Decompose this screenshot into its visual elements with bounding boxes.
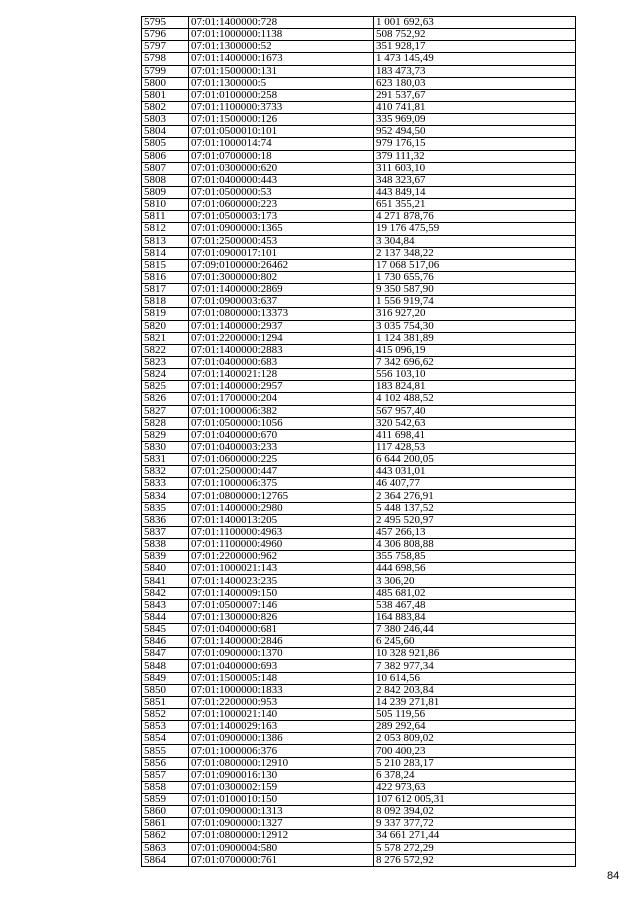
row-number-cell: 5808: [142, 174, 189, 186]
row-number-cell: 5827: [142, 405, 189, 417]
cadastral-number-cell: 07:01:1400000:2980: [189, 502, 374, 514]
row-number-cell: 5836: [142, 514, 189, 526]
row-number-cell: 5860: [142, 806, 189, 818]
table-row: [142, 539, 576, 551]
cadastral-number-cell: 07:01:0500003:173: [189, 211, 374, 223]
value-cell: 289 292,64: [374, 721, 576, 733]
value-cell: 1 124 381,89: [374, 332, 576, 344]
table-row: [142, 684, 576, 696]
table-row: [142, 733, 576, 745]
cadastral-number-cell: 07:01:0900016:130: [189, 769, 374, 781]
cadastral-number-cell: 07:01:1000021:143: [189, 563, 374, 575]
cadastral-number-cell: 07:01:1300000:826: [189, 611, 374, 623]
cadastral-number-cell: 07:01:0800000:12910: [189, 757, 374, 769]
row-number-cell: 5834: [142, 490, 189, 502]
table-row: [142, 17, 576, 29]
value-cell: 351 928,17: [374, 41, 576, 53]
table-row: [142, 709, 576, 721]
table-row: [142, 514, 576, 526]
cadastral-number-cell: 07:01:0900017:101: [189, 247, 374, 259]
value-cell: 415 096,19: [374, 344, 576, 356]
row-number-cell: 5846: [142, 636, 189, 648]
cadastral-number-cell: 07:01:1400023:235: [189, 575, 374, 587]
cadastral-number-cell: 07:01:0500007:146: [189, 599, 374, 611]
row-number-cell: 5829: [142, 429, 189, 441]
table-row: [142, 769, 576, 781]
cadastral-number-cell: 07:01:1100000:4963: [189, 526, 374, 538]
value-cell: 10 328 921,86: [374, 648, 576, 660]
row-number-cell: 5832: [142, 466, 189, 478]
value-cell: 4 271 878,76: [374, 211, 576, 223]
value-cell: 556 103,10: [374, 369, 576, 381]
table-row: [142, 308, 576, 320]
cadastral-number-cell: 07:01:0400000:443: [189, 174, 374, 186]
table-row: [142, 186, 576, 198]
row-number-cell: 5795: [142, 17, 189, 29]
value-cell: 9 337 377,72: [374, 818, 576, 830]
table-row: [142, 77, 576, 89]
table-row: [142, 478, 576, 490]
row-number-cell: 5845: [142, 624, 189, 636]
value-cell: 183 473,73: [374, 65, 576, 77]
cadastral-number-cell: 07:01:0400000:670: [189, 429, 374, 441]
value-cell: 46 407,77: [374, 478, 576, 490]
value-cell: 443 849,14: [374, 186, 576, 198]
row-number-cell: 5820: [142, 320, 189, 332]
value-cell: 2 053 809,02: [374, 733, 576, 745]
table-row: [142, 126, 576, 138]
table-row: [142, 41, 576, 53]
cadastral-number-cell: 07:01:0400000:693: [189, 660, 374, 672]
value-cell: 411 698,41: [374, 429, 576, 441]
table-row: [142, 648, 576, 660]
table-row: [142, 806, 576, 818]
cadastral-number-cell: 07:01:0500000:1056: [189, 417, 374, 429]
value-cell: 410 741,81: [374, 101, 576, 113]
table-row: [142, 174, 576, 186]
row-number-cell: 5824: [142, 369, 189, 381]
table-row: [142, 830, 576, 842]
table-row: [142, 393, 576, 405]
row-number-cell: 5854: [142, 733, 189, 745]
value-cell: 320 542,63: [374, 417, 576, 429]
row-number-cell: 5833: [142, 478, 189, 490]
value-cell: 164 883,84: [374, 611, 576, 623]
cadastral-number-cell: 07:01:0600000:223: [189, 199, 374, 211]
cadastral-number-cell: 07:01:1500000:131: [189, 65, 374, 77]
row-number-cell: 5799: [142, 65, 189, 77]
row-number-cell: 5848: [142, 660, 189, 672]
table-row: [142, 211, 576, 223]
value-cell: 2 842 203,84: [374, 684, 576, 696]
value-cell: 355 758,85: [374, 551, 576, 563]
row-number-cell: 5801: [142, 89, 189, 101]
cadastral-number-cell: 07:01:0500000:53: [189, 186, 374, 198]
cadastral-number-cell: 07:01:1000021:140: [189, 709, 374, 721]
cadastral-number-cell: 07:01:0300002:159: [189, 781, 374, 793]
value-cell: 8 092 394,02: [374, 806, 576, 818]
table-row: [142, 526, 576, 538]
cadastral-number-cell: 07:01:2500000:453: [189, 235, 374, 247]
row-number-cell: 5858: [142, 781, 189, 793]
value-cell: 34 661 271,44: [374, 830, 576, 842]
table-row: [142, 344, 576, 356]
row-number-cell: 5828: [142, 417, 189, 429]
cadastral-number-cell: 07:01:1700000:204: [189, 393, 374, 405]
value-cell: 17 068 517,06: [374, 259, 576, 271]
row-number-cell: 5806: [142, 150, 189, 162]
cadastral-number-cell: 07:01:0900003:637: [189, 296, 374, 308]
cadastral-number-cell: 07:01:0400000:681: [189, 624, 374, 636]
cadastral-number-cell: 07:01:0900000:1313: [189, 806, 374, 818]
row-number-cell: 5837: [142, 526, 189, 538]
cadastral-number-cell: 07:01:1400000:2846: [189, 636, 374, 648]
table-row: [142, 624, 576, 636]
cadastral-number-cell: 07:01:1400021:128: [189, 369, 374, 381]
cadastral-value-table: [141, 16, 576, 867]
cadastral-number-cell: 07:01:1100000:3733: [189, 101, 374, 113]
value-cell: 1 556 919,74: [374, 296, 576, 308]
cadastral-number-cell: 07:01:2200000:953: [189, 696, 374, 708]
row-number-cell: 5856: [142, 757, 189, 769]
row-number-cell: 5803: [142, 114, 189, 126]
row-number-cell: 5814: [142, 247, 189, 259]
table-row: [142, 381, 576, 393]
row-number-cell: 5798: [142, 53, 189, 65]
row-number-cell: 5853: [142, 721, 189, 733]
row-number-cell: 5852: [142, 709, 189, 721]
cadastral-number-cell: 07:01:1500005:148: [189, 672, 374, 684]
cadastral-number-cell: 07:01:0900000:1370: [189, 648, 374, 660]
row-number-cell: 5817: [142, 284, 189, 296]
value-cell: 19 176 475,59: [374, 223, 576, 235]
table-row: [142, 332, 576, 344]
row-number-cell: 5822: [142, 344, 189, 356]
cadastral-number-cell: 07:01:1000000:1138: [189, 29, 374, 41]
cadastral-number-cell: 07:01:1400000:2869: [189, 284, 374, 296]
row-number-cell: 5805: [142, 138, 189, 150]
value-cell: 979 176,15: [374, 138, 576, 150]
table-row: [142, 429, 576, 441]
table-row: [142, 441, 576, 453]
value-cell: 348 323,67: [374, 174, 576, 186]
table-row: [142, 757, 576, 769]
row-number-cell: 5812: [142, 223, 189, 235]
row-number-cell: 5830: [142, 441, 189, 453]
table-row: [142, 138, 576, 150]
cadastral-number-cell: 07:01:0900000:1365: [189, 223, 374, 235]
value-cell: 316 927,20: [374, 308, 576, 320]
table-row: [142, 660, 576, 672]
value-cell: 311 603,10: [374, 162, 576, 174]
value-cell: 700 400,23: [374, 745, 576, 757]
value-cell: 5 210 283,17: [374, 757, 576, 769]
table-row: [142, 284, 576, 296]
cadastral-number-cell: 07:01:1500000:126: [189, 114, 374, 126]
value-cell: 3 306,20: [374, 575, 576, 587]
cadastral-number-cell: 07:01:0900000:1327: [189, 818, 374, 830]
value-cell: 3 304,84: [374, 235, 576, 247]
value-cell: 117 428,53: [374, 441, 576, 453]
cadastral-number-cell: 07:01:2200000:962: [189, 551, 374, 563]
table-row: [142, 247, 576, 259]
table-row: [142, 65, 576, 77]
row-number-cell: 5847: [142, 648, 189, 660]
row-number-cell: 5839: [142, 551, 189, 563]
value-cell: 952 494,50: [374, 126, 576, 138]
cadastral-number-cell: 07:01:0600000:225: [189, 454, 374, 466]
cadastral-number-cell: 07:01:1000006:382: [189, 405, 374, 417]
table-row: [142, 854, 576, 866]
cadastral-number-cell: 07:01:0100000:258: [189, 89, 374, 101]
value-cell: 4 102 488,52: [374, 393, 576, 405]
row-number-cell: 5840: [142, 563, 189, 575]
row-number-cell: 5862: [142, 830, 189, 842]
table-row: [142, 405, 576, 417]
value-cell: 335 969,09: [374, 114, 576, 126]
row-number-cell: 5825: [142, 381, 189, 393]
table-row: [142, 551, 576, 563]
cadastral-number-cell: 07:01:1400000:2957: [189, 381, 374, 393]
row-number-cell: 5813: [142, 235, 189, 247]
row-number-cell: 5818: [142, 296, 189, 308]
row-number-cell: 5850: [142, 684, 189, 696]
table-row: [142, 745, 576, 757]
value-cell: 183 824,81: [374, 381, 576, 393]
cadastral-number-cell: 07:01:0800000:12765: [189, 490, 374, 502]
row-number-cell: 5807: [142, 162, 189, 174]
row-number-cell: 5810: [142, 199, 189, 211]
row-number-cell: 5802: [142, 101, 189, 113]
row-number-cell: 5831: [142, 454, 189, 466]
value-cell: 443 031,01: [374, 466, 576, 478]
cadastral-number-cell: 07:01:1000014:74: [189, 138, 374, 150]
value-cell: 505 119,56: [374, 709, 576, 721]
value-cell: 9 350 587,90: [374, 284, 576, 296]
cadastral-number-cell: 07:01:0400003:233: [189, 441, 374, 453]
value-cell: 1 730 655,76: [374, 271, 576, 283]
row-number-cell: 5821: [142, 332, 189, 344]
table-row: [142, 417, 576, 429]
table-row: [142, 842, 576, 854]
value-cell: 107 612 005,31: [374, 794, 576, 806]
row-number-cell: 5796: [142, 29, 189, 41]
table-row: [142, 587, 576, 599]
value-cell: 457 266,13: [374, 526, 576, 538]
table-row: [142, 611, 576, 623]
row-number-cell: 5863: [142, 842, 189, 854]
cadastral-number-cell: 07:01:0700000:18: [189, 150, 374, 162]
cadastral-number-cell: 07:01:1400000:1673: [189, 53, 374, 65]
table-row: [142, 29, 576, 41]
row-number-cell: 5855: [142, 745, 189, 757]
value-cell: 444 698,56: [374, 563, 576, 575]
value-cell: 7 382 977,34: [374, 660, 576, 672]
cadastral-number-cell: 07:01:0800000:12912: [189, 830, 374, 842]
cadastral-number-cell: 07:01:1300000:52: [189, 41, 374, 53]
table-body: [142, 17, 576, 867]
value-cell: 623 180,03: [374, 77, 576, 89]
table-row: [142, 223, 576, 235]
cadastral-number-cell: 07:01:0400000:683: [189, 356, 374, 368]
cadastral-number-cell: 07:01:1400013:205: [189, 514, 374, 526]
cadastral-number-cell: 07:01:0700000:761: [189, 854, 374, 866]
row-number-cell: 5819: [142, 308, 189, 320]
cadastral-number-cell: 07:01:1000000:1833: [189, 684, 374, 696]
cadastral-number-cell: 07:01:0500010:101: [189, 126, 374, 138]
row-number-cell: 5851: [142, 696, 189, 708]
row-number-cell: 5835: [142, 502, 189, 514]
table-row: [142, 636, 576, 648]
cadastral-number-cell: 07:01:1100000:4960: [189, 539, 374, 551]
value-cell: 2 495 520,97: [374, 514, 576, 526]
value-cell: 651 355,21: [374, 199, 576, 211]
table-row: [142, 320, 576, 332]
table-row: [142, 89, 576, 101]
value-cell: 1 001 692,63: [374, 17, 576, 29]
row-number-cell: 5861: [142, 818, 189, 830]
table-row: [142, 818, 576, 830]
row-number-cell: 5811: [142, 211, 189, 223]
row-number-cell: 5809: [142, 186, 189, 198]
cadastral-number-cell: 07:01:2200000:1294: [189, 332, 374, 344]
cadastral-number-cell: 07:01:0900000:1386: [189, 733, 374, 745]
value-cell: 538 467,48: [374, 599, 576, 611]
table-row: [142, 721, 576, 733]
cadastral-number-cell: 07:01:0800000:13373: [189, 308, 374, 320]
table-row: [142, 271, 576, 283]
value-cell: 2 137 348,22: [374, 247, 576, 259]
cadastral-number-cell: 07:01:1400000:2883: [189, 344, 374, 356]
row-number-cell: 5864: [142, 854, 189, 866]
table-row: [142, 235, 576, 247]
row-number-cell: 5826: [142, 393, 189, 405]
row-number-cell: 5844: [142, 611, 189, 623]
table-row: [142, 502, 576, 514]
value-cell: 14 239 271,81: [374, 696, 576, 708]
cadastral-number-cell: 07:01:1400000:2937: [189, 320, 374, 332]
table-row: [142, 696, 576, 708]
row-number-cell: 5857: [142, 769, 189, 781]
value-cell: 567 957,40: [374, 405, 576, 417]
row-number-cell: 5804: [142, 126, 189, 138]
table-row: [142, 599, 576, 611]
row-number-cell: 5859: [142, 794, 189, 806]
cadastral-number-cell: 07:01:0100010:150: [189, 794, 374, 806]
table-row: [142, 466, 576, 478]
table-row: [142, 199, 576, 211]
value-cell: 6 245,60: [374, 636, 576, 648]
value-cell: 7 342 696,62: [374, 356, 576, 368]
table-row: [142, 162, 576, 174]
value-cell: 7 380 246,44: [374, 624, 576, 636]
row-number-cell: 5816: [142, 271, 189, 283]
row-number-cell: 5800: [142, 77, 189, 89]
value-cell: 291 537,67: [374, 89, 576, 101]
row-number-cell: 5842: [142, 587, 189, 599]
cadastral-number-cell: 07:01:3000000:802: [189, 271, 374, 283]
table-row: [142, 454, 576, 466]
table-row: [142, 114, 576, 126]
row-number-cell: 5841: [142, 575, 189, 587]
cadastral-number-cell: 07:01:0900004:580: [189, 842, 374, 854]
value-cell: 508 752,92: [374, 29, 576, 41]
page-number: 84: [607, 870, 620, 882]
value-cell: 5 448 137,52: [374, 502, 576, 514]
row-number-cell: 5815: [142, 259, 189, 271]
cadastral-number-cell: 07:09:0100000:26462: [189, 259, 374, 271]
cadastral-number-cell: 07:01:0300000:620: [189, 162, 374, 174]
value-cell: 485 681,02: [374, 587, 576, 599]
value-cell: 4 306 808,88: [374, 539, 576, 551]
table-row: [142, 259, 576, 271]
cadastral-number-cell: 07:01:1000006:375: [189, 478, 374, 490]
cadastral-number-cell: 07:01:1000006:376: [189, 745, 374, 757]
table-row: [142, 296, 576, 308]
table-row: [142, 672, 576, 684]
cadastral-number-cell: 07:01:1400009:150: [189, 587, 374, 599]
cadastral-number-cell: 07:01:1400000:728: [189, 17, 374, 29]
value-cell: 422 973,63: [374, 781, 576, 793]
value-cell: 8 276 572,92: [374, 854, 576, 866]
table-row: [142, 490, 576, 502]
table-row: [142, 781, 576, 793]
table-row: [142, 101, 576, 113]
row-number-cell: 5797: [142, 41, 189, 53]
cadastral-number-cell: 07:01:1400029:163: [189, 721, 374, 733]
value-cell: 379 111,32: [374, 150, 576, 162]
table-row: [142, 563, 576, 575]
row-number-cell: 5838: [142, 539, 189, 551]
table-row: [142, 575, 576, 587]
table-row: [142, 369, 576, 381]
value-cell: 5 578 272,29: [374, 842, 576, 854]
row-number-cell: 5823: [142, 356, 189, 368]
value-cell: 1 473 145,49: [374, 53, 576, 65]
value-cell: 6 644 200,05: [374, 454, 576, 466]
row-number-cell: 5843: [142, 599, 189, 611]
table-row: [142, 794, 576, 806]
table-row: [142, 150, 576, 162]
value-cell: 10 614,56: [374, 672, 576, 684]
table-row: [142, 356, 576, 368]
value-cell: 6 378,24: [374, 769, 576, 781]
value-cell: 2 364 276,91: [374, 490, 576, 502]
row-number-cell: 5849: [142, 672, 189, 684]
cadastral-number-cell: 07:01:1300000:5: [189, 77, 374, 89]
cadastral-number-cell: 07:01:2500000:447: [189, 466, 374, 478]
value-cell: 3 035 754,30: [374, 320, 576, 332]
table-row: [142, 53, 576, 65]
